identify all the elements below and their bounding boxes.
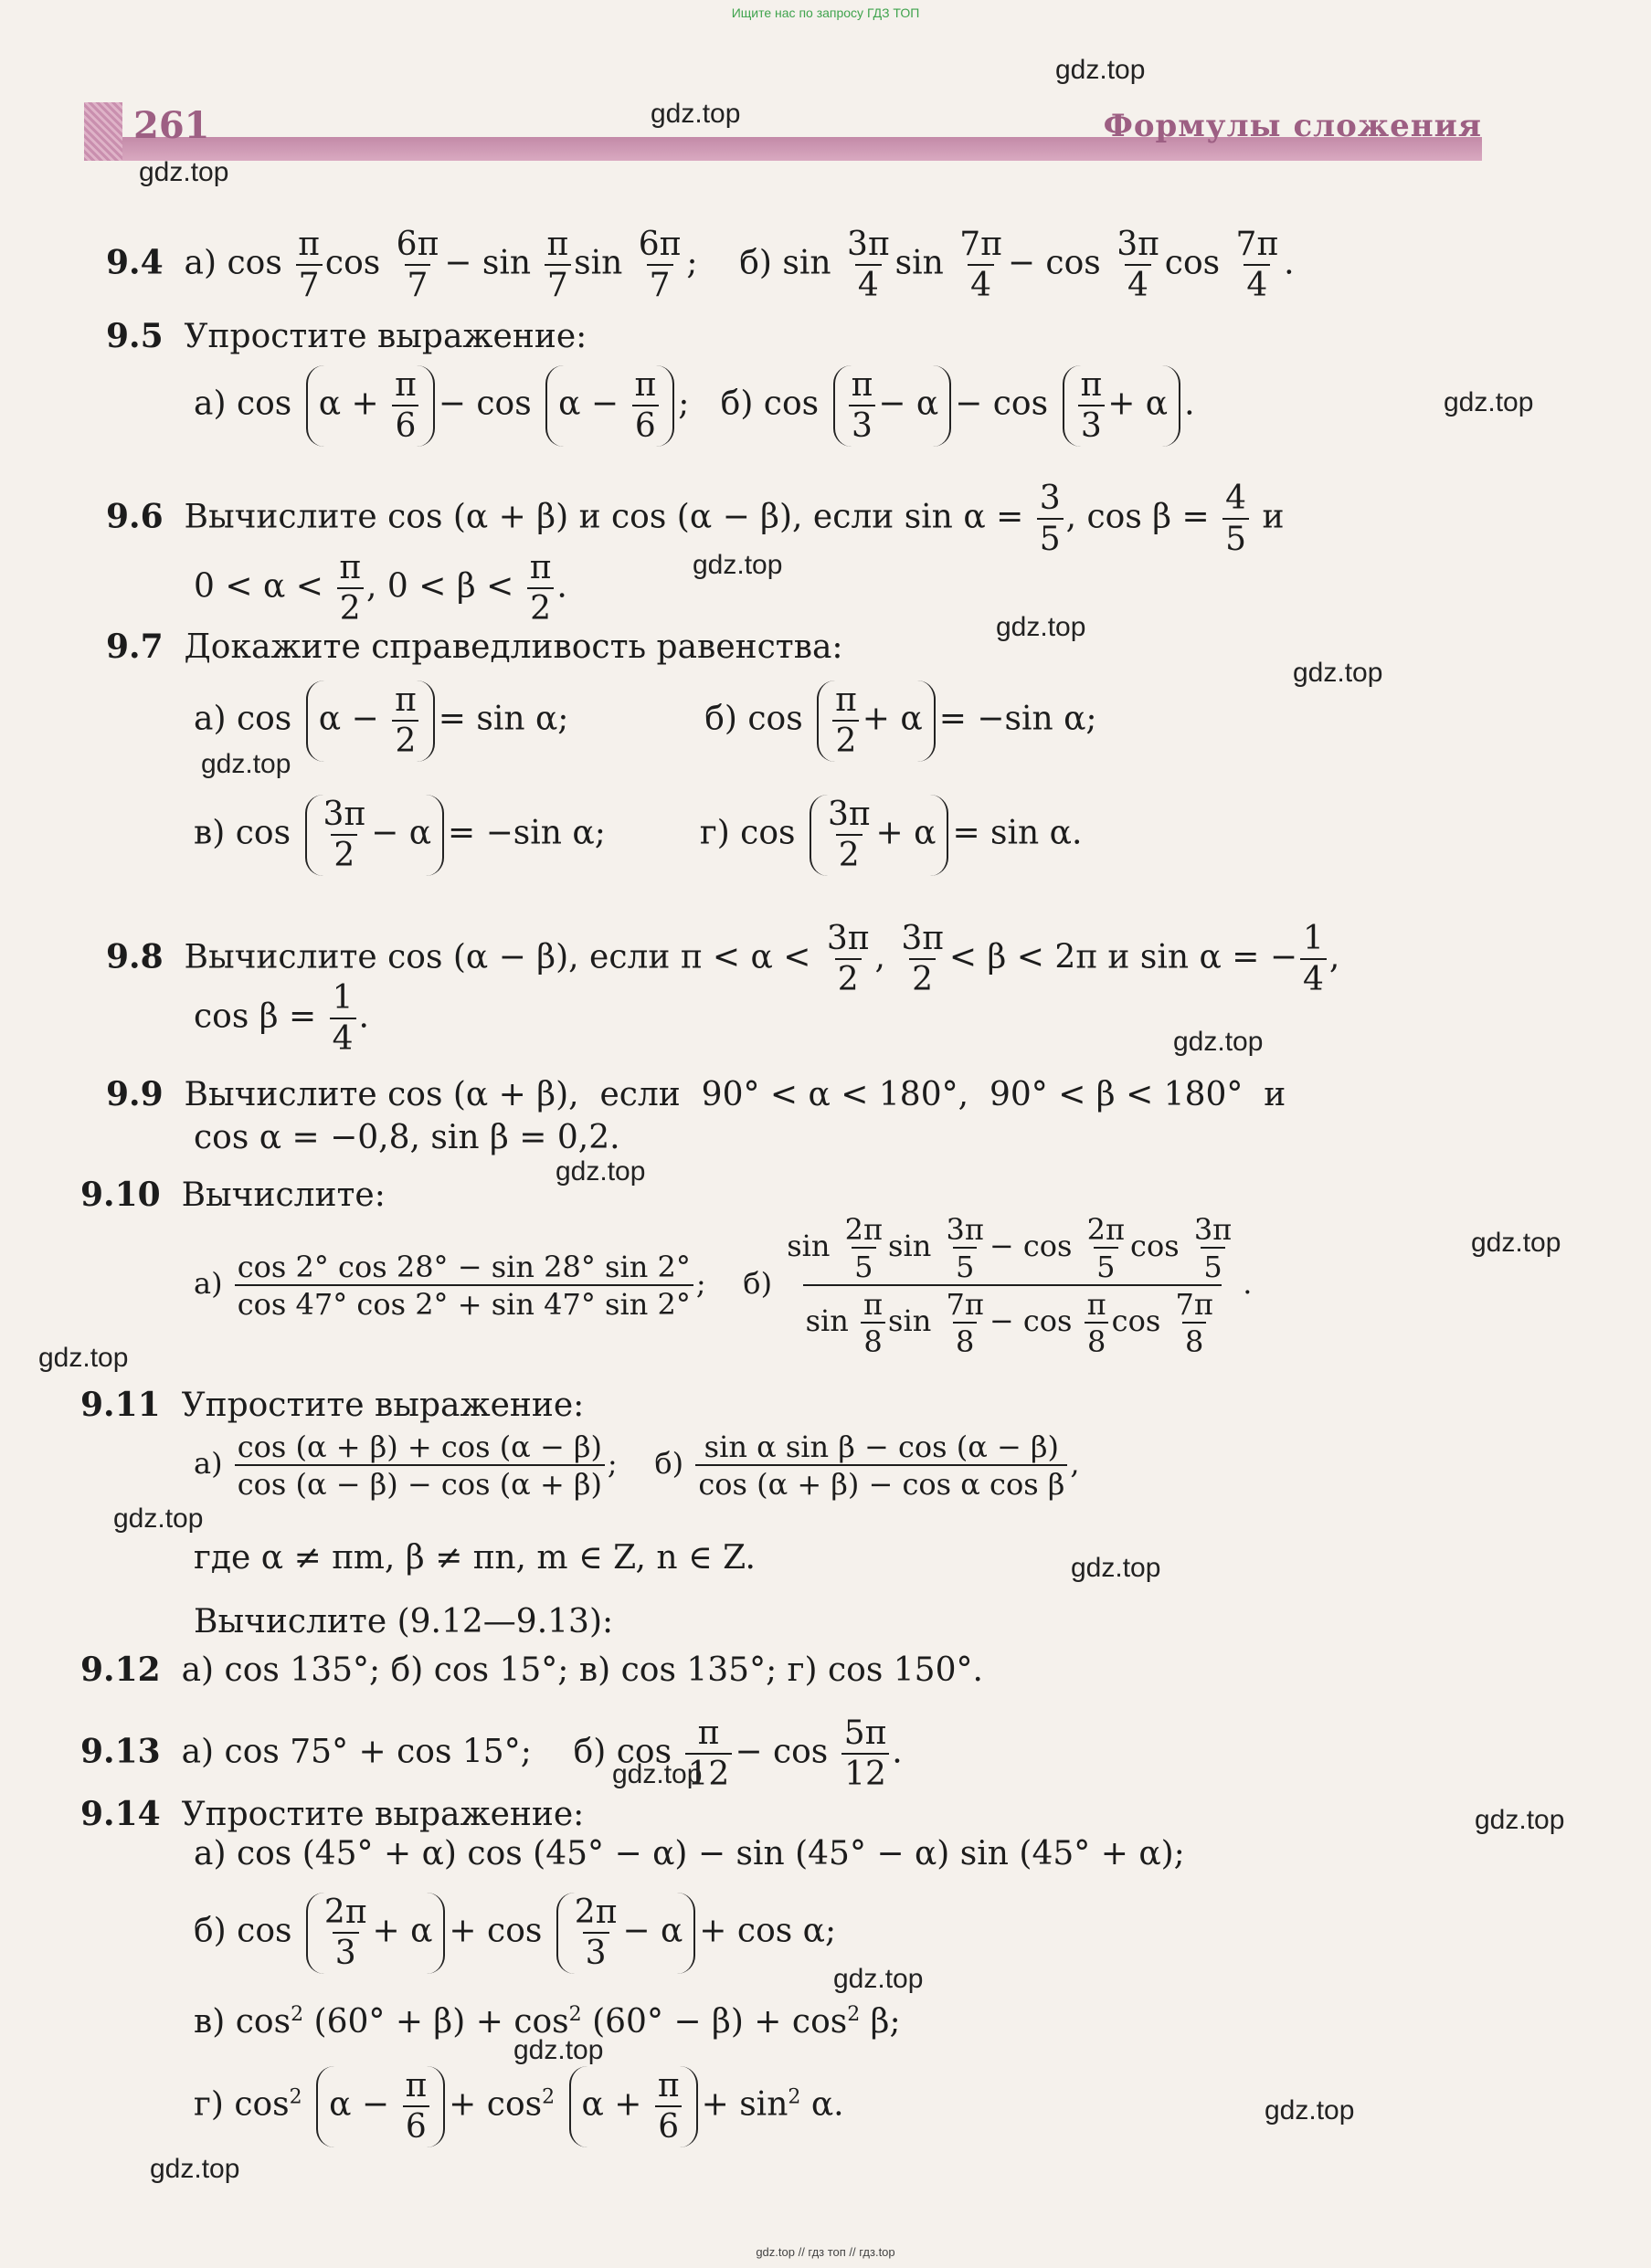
watermark: gdz.top bbox=[38, 1343, 129, 1373]
watermark: gdz.top bbox=[113, 1503, 204, 1534]
problem-9-12: 9.12 а) cos 135°; б) cos 15°; в) cos 135°; г) cos 150°. bbox=[80, 1651, 983, 1689]
problem-9-14-a: а) cos (45° + α) cos (45° − α) − sin (45° − α) sin (45° + α); bbox=[194, 1835, 1185, 1872]
problem-9-6-cond: 0 < α < $\frac{\pi}{2}$ , 0 < β < $\frac{\pi}{2}$ . bbox=[194, 549, 567, 628]
problem-9-5-expr: а) cos α + $\frac{\pi}{6}$ − cos α − $\frac{\pi}{6}$ ; б) cos $\frac{\pi}{3}$ − α − cos $\frac{\pi}{3}$ + α . bbox=[194, 366, 1195, 445]
section-title: Формулы сложения bbox=[1103, 108, 1482, 144]
watermark: gdz.top bbox=[139, 157, 229, 187]
watermark: gdz.top bbox=[556, 1156, 646, 1187]
problem-9-10-expr: а) $\frac{\cos 2^\circ \cos 28^\circ - \sin 28^\circ \sin 2^\circ}{\cos 47^\circ \cos 2^\circ + \sin 47^\circ \sin 2^\circ}$ ; б) sin $\frac{2\pi}{5}$ sin $\frac{3\pi}{5}$ − cos $\frac{2\pi}{5}$ cos $\frac{3\pi}{5}$ sin $\frac{\pi}{8}$ sin $\frac{7\pi}{8}$ − cos $\frac{\pi}{8}$ cos $\frac{7\pi}{8}$ . bbox=[194, 1212, 1253, 1359]
problem-9-11-expr: а) $\frac{\cos (\alpha + \beta) + \cos (\alpha - \beta)}{\cos (\alpha - \beta) - \cos (\alpha + \beta)}$ ; б) $\frac{\text{sin α sin β − cos (α − β)}}{\text{cos (α + β) − cos α cos β}}$ , bbox=[194, 1429, 1080, 1502]
problem-9-11-title: 9.11 Упростите выражение: bbox=[80, 1386, 585, 1424]
problem-9-4: 9.4 а) cos $\frac{\pi}{7}$ cos $\frac{6\pi}{7}$ − sin $\frac{\pi}{7}$ sin $\frac{6\pi}{7}$ ; б) sin $\frac{3\pi}{4}$ sin $\frac{7\pi}{4}$ − cos $\frac{3\pi}{4}$ cos $\frac{7\pi}{4}$ . bbox=[106, 226, 1295, 304]
watermark: gdz.top bbox=[1055, 55, 1146, 85]
watermark: gdz.top bbox=[1071, 1553, 1161, 1583]
problem-9-14-c: в) $\cos^2 (60^\circ + \beta) + \cos^2 (60^\circ - \beta) + \cos^2 \beta$; bbox=[194, 2003, 901, 2041]
watermark: gdz.top bbox=[150, 2154, 240, 2184]
problem-9-7-title: 9.7 Докажите справедливость равенства: bbox=[106, 628, 843, 666]
problem-9-9: 9.9 Вычислите cos (α + β), если 90° < α < 180°, 90° < β < 180° и bbox=[106, 1075, 1286, 1113]
watermark: gdz.top bbox=[201, 749, 291, 779]
problem-9-10-title: 9.10 Вычислите: bbox=[80, 1176, 386, 1214]
group-heading: Вычислите (9.12—9.13): bbox=[194, 1603, 614, 1640]
watermark: gdz.top bbox=[651, 99, 741, 129]
problem-9-8-cond: cos β = $\frac{1}{4}$ . bbox=[194, 979, 369, 1058]
watermark: gdz.top bbox=[1475, 1805, 1565, 1835]
problem-9-8: 9.8 Вычислите cos (α − β), если π < α < $\frac{3\pi}{2}$ , $\frac{3\pi}{2}$ < β < 2π и sin α = − $\frac{1}{4}$ , bbox=[106, 920, 1340, 998]
problem-9-7-cd: в) cos $\frac{3\pi}{2}$ − α = −sin α; г) cos $\frac{3\pi}{2}$ + α = sin α. bbox=[194, 796, 1083, 874]
problem-9-11-where: где α ≠ πm, β ≠ πn, m ∈ Z, n ∈ Z. bbox=[194, 1539, 756, 1577]
problem-9-14-b: б) cos $\frac{2\pi}{3}$ + α + cos $\frac{2\pi}{3}$ − α + cos α; bbox=[194, 1894, 837, 1972]
problem-9-7-ab: а) cos α − $\frac{\pi}{2}$ = sin α; б) cos $\frac{\pi}{2}$ + α = −sin α; bbox=[194, 681, 1097, 760]
page-number: 261 bbox=[133, 104, 210, 147]
problem-number: 9.4 bbox=[106, 243, 164, 282]
bottom-note: gdz.top // гдз топ // гдз.top bbox=[756, 2245, 895, 2259]
watermark: gdz.top bbox=[612, 1759, 703, 1789]
problem-9-9-cond: cos α = −0,8, sin β = 0,2. bbox=[194, 1119, 620, 1156]
watermark: gdz.top bbox=[513, 2035, 604, 2065]
page-marker bbox=[84, 102, 122, 161]
problem-9-6: 9.6 Вычислите cos (α + β) и cos (α − β), если sin α = $\frac{3}{5}$ , cos β = $\frac{4}{5}$ и bbox=[106, 480, 1285, 558]
watermark: gdz.top bbox=[1173, 1027, 1264, 1057]
top-note: Ищите нас по запросу ГДЗ ТОП bbox=[731, 5, 920, 20]
watermark: gdz.top bbox=[693, 550, 783, 580]
problem-9-14-d: г) $\cos^2 \alpha$ − $\frac{\pi}{6}$ + $\cos^2 \alpha$ + $\frac{\pi}{6}$ + $\sin^2 \alpha$. bbox=[194, 2067, 844, 2146]
watermark: gdz.top bbox=[1471, 1228, 1561, 1258]
watermark: gdz.top bbox=[1444, 387, 1534, 417]
problem-9-14-title: 9.14 Упростите выражение: bbox=[80, 1795, 585, 1833]
watermark: gdz.top bbox=[1265, 2095, 1355, 2126]
watermark: gdz.top bbox=[833, 1964, 924, 1994]
problem-9-5-title: 9.5 Упростите выражение: bbox=[106, 317, 587, 355]
problem-9-13: 9.13 а) cos 75° + cos 15°; б) cos $\frac{\pi}{12}$ − cos $\frac{5\pi}{12}$ . bbox=[80, 1714, 903, 1793]
watermark: gdz.top bbox=[996, 612, 1086, 642]
watermark: gdz.top bbox=[1293, 658, 1383, 688]
